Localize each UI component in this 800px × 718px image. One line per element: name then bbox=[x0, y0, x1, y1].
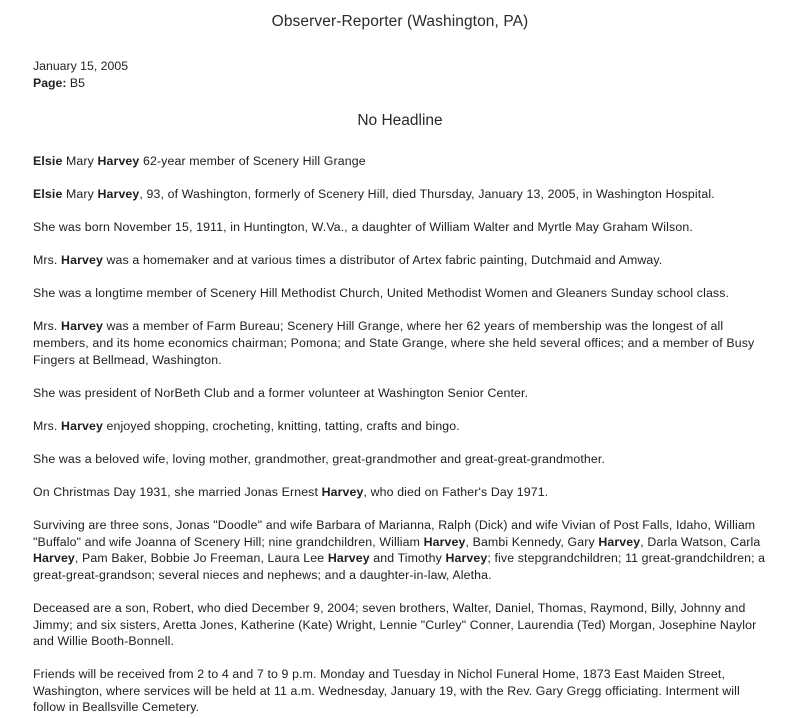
article-body bbox=[33, 153, 770, 716]
paragraph-birth bbox=[33, 219, 770, 236]
text-run: Mary bbox=[62, 154, 98, 168]
text-run: Deceased are a son, Robert, who died December 9, 2004; seven brothers, Walter, Daniel, Thomas, Raymond, Billy, Johnny and Jimmy; and six sisters, Aretta Jones, Katherine (Kate) Wright, Lennie "Curley" Conner, Laurendia (Ted) Morgan, Josephine Naylor and Willie Booth-Bonnell. bbox=[33, 601, 757, 649]
paragraph-hobbies bbox=[33, 418, 770, 435]
paragraph-services bbox=[33, 666, 770, 716]
page-value: B5 bbox=[69, 75, 85, 90]
text-run: , who died on Father's Day 1971. bbox=[363, 485, 549, 500]
publication-title: Observer-Reporter (Washington, PA) bbox=[271, 13, 529, 30]
publication-date: January 15, 2005 bbox=[33, 59, 129, 73]
bold-name-run: Elsie bbox=[33, 154, 63, 168]
paragraph-memberships bbox=[33, 318, 770, 368]
text-run: Friends will be received from 2 to 4 and 7 to 9 p.m. Monday and Tuesday in Nichol Funeral Home, 1873 East Maiden Street, Washington, where services will be held at 11 a.m. Wednesday, January 19, with the Rev. Gary Gregg officiating. Interment will follow in Beallsville Cemetery. bbox=[33, 667, 740, 715]
publication-meta bbox=[33, 58, 800, 91]
text-run: was a member of Farm Bureau; Scenery Hill Grange, where her 62 years of membership was the longest of all members, and its home economics chairman; Pomona; and State Grange, where she held several offices; and a member of Busy Fingers at Bellmead, Washington. bbox=[33, 319, 755, 367]
text-run: Mrs. bbox=[33, 319, 62, 334]
text-run: She was a longtime member of Scenery Hill Methodist Church, United Methodist Women and Gleaners Sunday school class. bbox=[33, 286, 730, 301]
paragraph-deceased bbox=[33, 600, 770, 650]
bold-name-run: Harvey bbox=[61, 253, 103, 268]
paragraph-marriage bbox=[33, 484, 770, 501]
bold-name-run: Harvey bbox=[97, 154, 140, 168]
text-run: She was president of NorBeth Club and a former volunteer at Washington Senior Center. bbox=[33, 385, 529, 400]
page-label: Page: bbox=[33, 75, 67, 90]
bold-name-run: Harvey bbox=[33, 551, 75, 566]
text-run: Mrs. bbox=[33, 253, 62, 268]
text-run: , Bambi Kennedy, Gary bbox=[465, 534, 599, 549]
text-run: ; five stepgrandchildren; 11 great-grandchildren; a great-great-grandson; several nieces and nephews; and a daughter-in-law, Aletha. bbox=[33, 551, 766, 582]
bold-name-run: Harvey bbox=[327, 551, 370, 566]
page-number-line bbox=[33, 75, 800, 92]
bold-name-run: Harvey bbox=[321, 485, 364, 500]
text-run: 62-year member of Scenery Hill Grange bbox=[139, 154, 366, 168]
paragraph-norbeth bbox=[33, 385, 770, 402]
text-run: Mrs. bbox=[33, 418, 62, 433]
text-run: On Christmas Day 1931, she married Jonas Ernest bbox=[33, 485, 322, 500]
text-run: enjoyed shopping, crocheting, knitting, tatting, crafts and bingo. bbox=[102, 418, 460, 433]
bold-name-run: Harvey bbox=[61, 319, 103, 334]
text-run: was a homemaker and at various times a distributor of Artex fabric painting, Dutchmaid and Amway. bbox=[102, 253, 663, 268]
bold-name-run: Harvey bbox=[97, 187, 140, 202]
paragraph-lead bbox=[33, 153, 770, 170]
text-run: Mary bbox=[62, 187, 98, 202]
text-run: , Darla Watson, Carla bbox=[640, 534, 761, 549]
paragraph-death-notice bbox=[33, 186, 770, 203]
text-run: She was a beloved wife, loving mother, grandmother, great-grandmother and great-great-grandmother. bbox=[33, 451, 606, 466]
paragraph-surviving bbox=[33, 517, 770, 583]
text-run: , Pam Baker, Bobbie Jo Freeman, Laura Lee bbox=[74, 551, 328, 566]
bold-name-run: Harvey bbox=[445, 551, 488, 566]
paragraph-church bbox=[33, 285, 770, 302]
text-run: , 93, of Washington, formerly of Scenery Hill, died Thursday, January 13, 2005, in Washington Hospital. bbox=[139, 187, 715, 202]
text-run: She was born November 15, 1911, in Huntington, W.Va., a daughter of William Walter and Myrtle May Graham Wilson. bbox=[33, 220, 693, 235]
bold-name-run: Harvey bbox=[598, 534, 641, 549]
bold-name-run: Harvey bbox=[423, 534, 466, 549]
paragraph-beloved bbox=[33, 451, 770, 468]
article-headline: No Headline bbox=[357, 112, 443, 129]
paragraph-occupation bbox=[33, 252, 770, 269]
bold-name-run: Harvey bbox=[61, 418, 103, 433]
text-run: Surviving are three sons, Jonas "Doodle" and wife Barbara of Marianna, Ralph (Dick) and wife Vivian of Post Falls, Idaho, William "Buffalo" and wife Joanna of Scenery Hill; nine grandchildren, William bbox=[33, 518, 756, 549]
text-run: and Timothy bbox=[369, 551, 446, 566]
bold-name-run: Elsie bbox=[33, 187, 63, 202]
